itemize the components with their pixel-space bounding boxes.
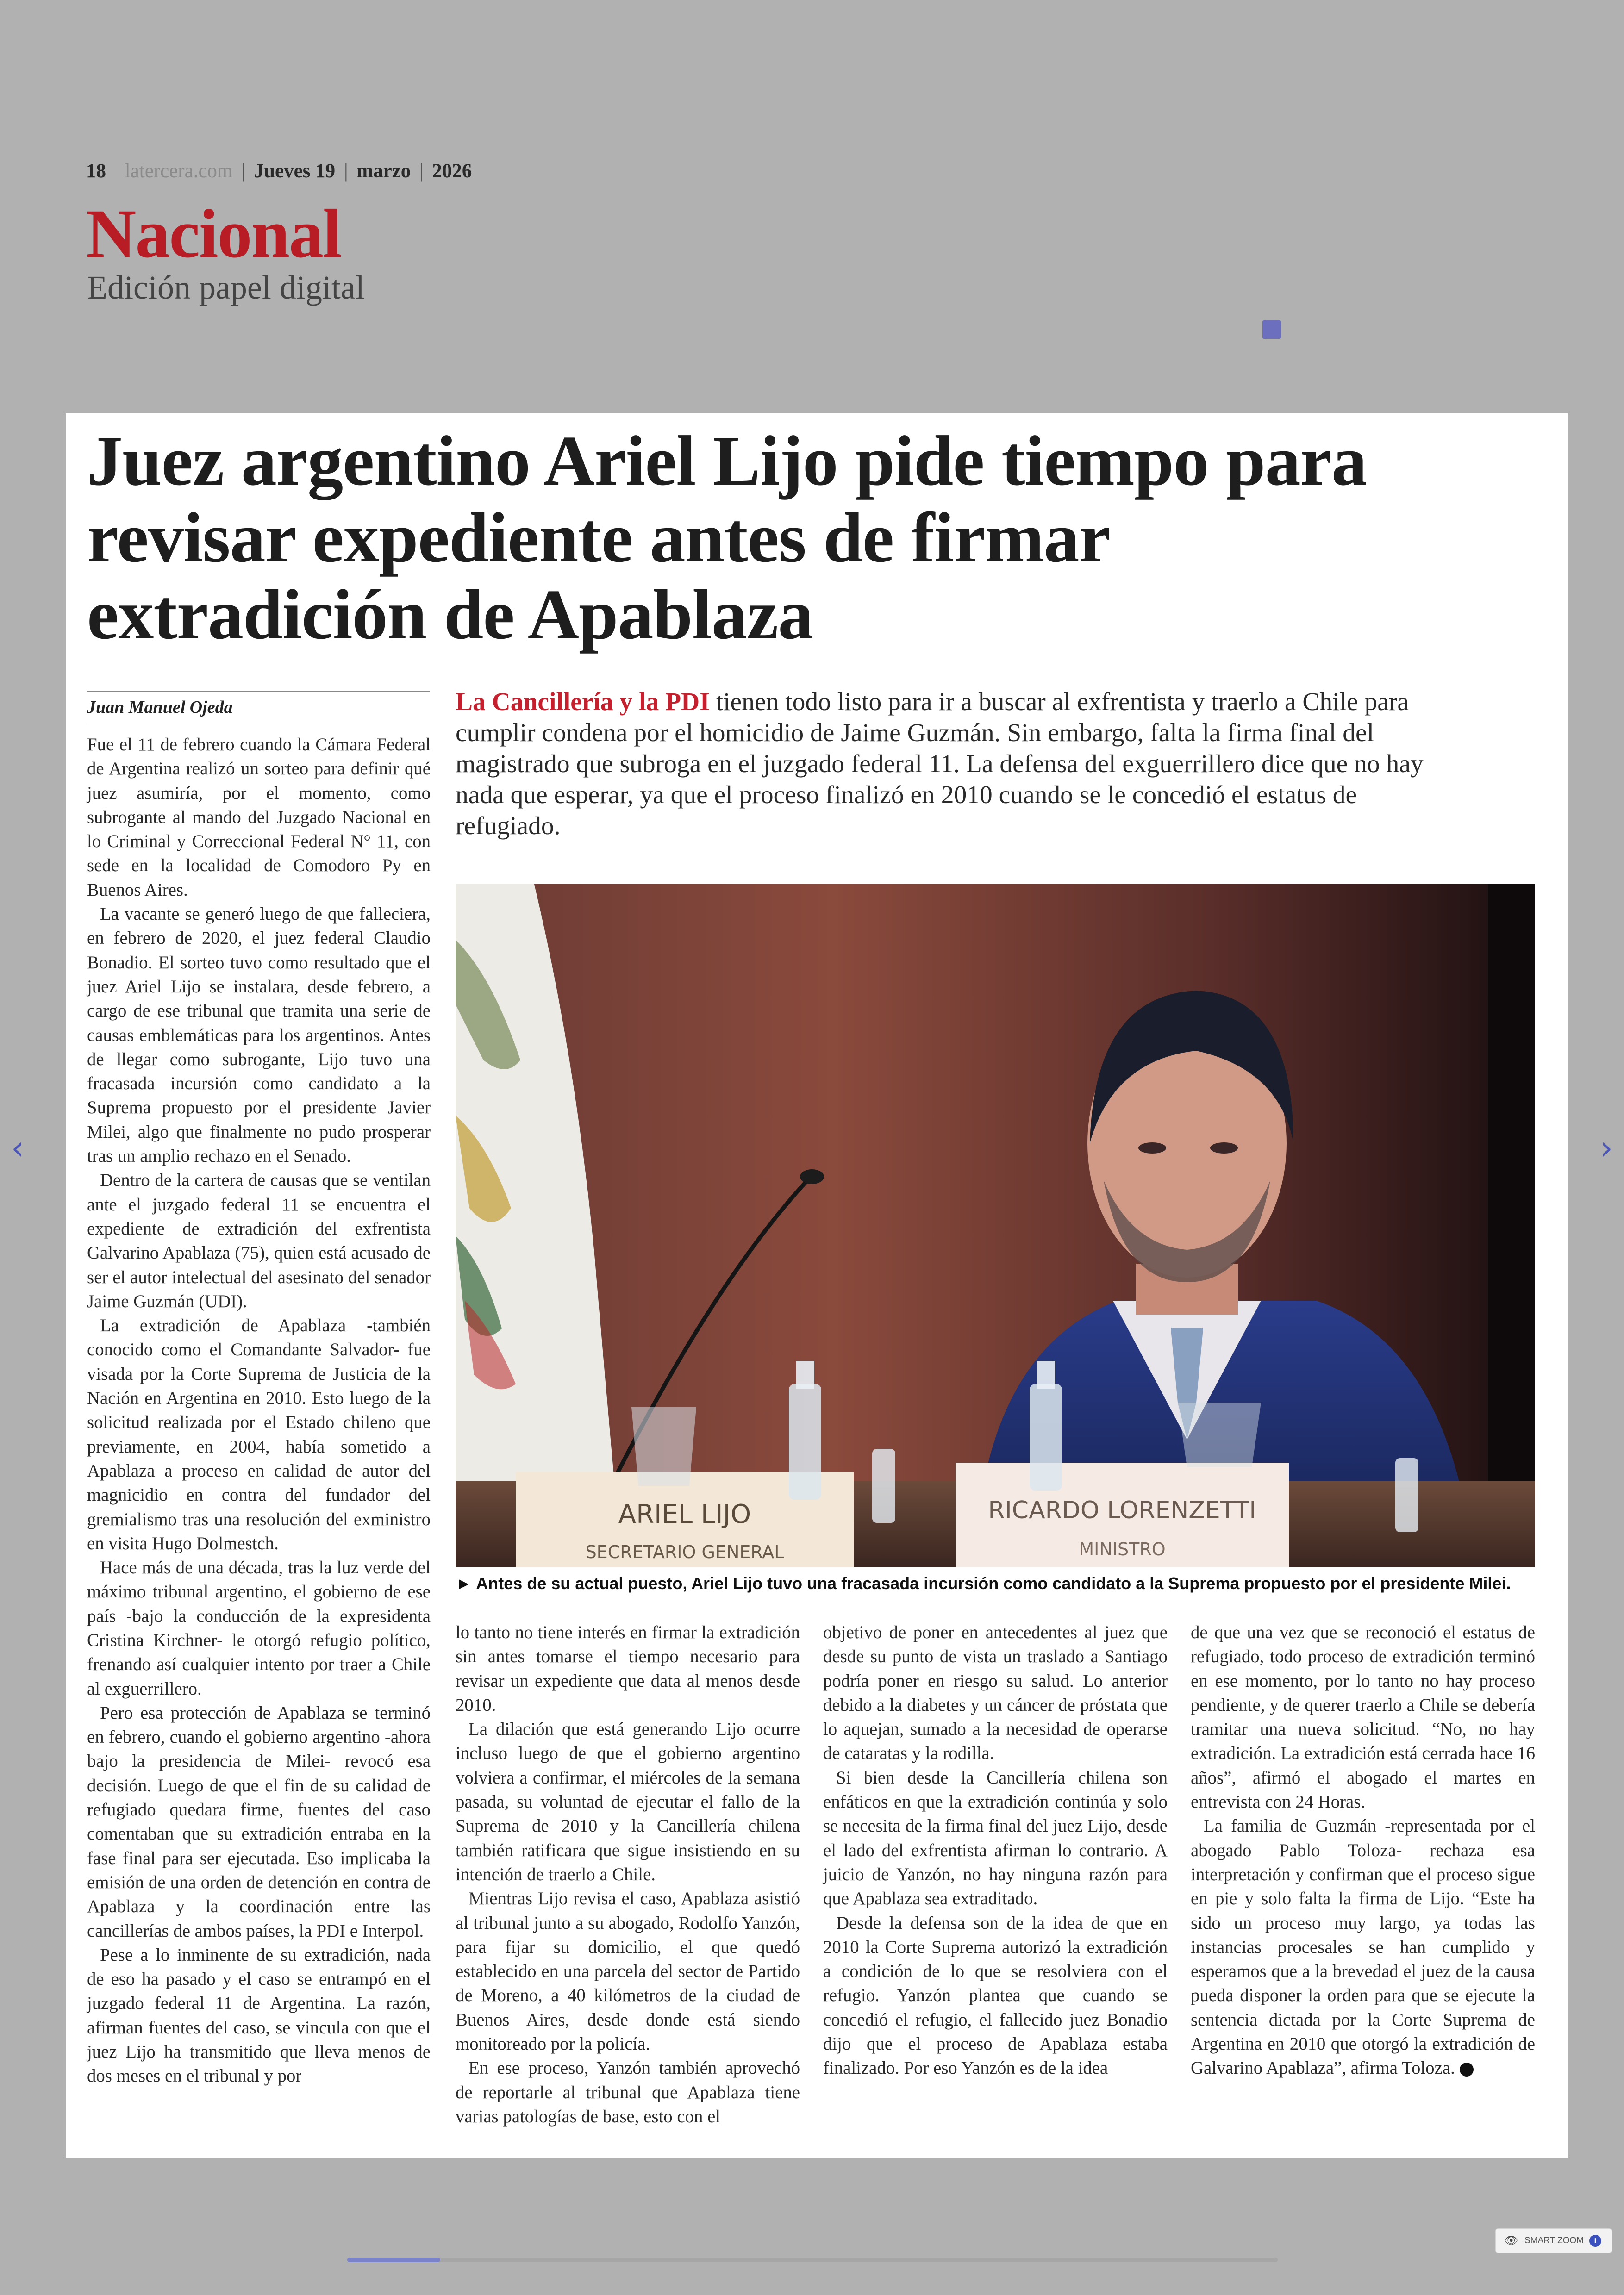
paragraph: Fue el 11 de febrero cuando la Cámara Federal de Argentina realizó un sorteo para definir qué juez asumiría, por el momento, como subrogante al mando del Juzgado Nacional en lo Criminal y Correccional Federal N° 11, con sede en la localidad de Comodoro Py en Buenos Aires. bbox=[87, 735, 431, 900]
smart-zoom-button[interactable] bbox=[1495, 2228, 1612, 2253]
paragraph: La vacante se generó luego de que falleciera, en febrero de 2020, el juez federal Claudio Bonadio. El sorteo tuvo como resultado que el juez Ariel Lijo se instalara, desde febrero, a cargo de ese tribunal que tramita una serie de causas emblemáticas para los argentinos. Antes de llegar como subrogante, Lijo tuvo una fracasada incursión como candidato a la Suprema propuesto por el presidente Javier Milei, algo que finalmente no pudo prosperar tras un amplio rechazo en el Senado. bbox=[87, 904, 431, 1166]
chevron-right-icon[interactable]: › bbox=[1600, 1129, 1613, 1167]
article-column-3 bbox=[823, 1621, 1168, 2081]
page-progress-fill bbox=[347, 2258, 440, 2262]
nameplate-role-left: SECRETARIO GENERAL bbox=[585, 1542, 784, 1562]
photo-caption: ► Antes de su actual puesto, Ariel Lijo tuvo una fracasada incursión como candidato a la Suprema propuesto por el presidente Milei. bbox=[456, 1574, 1511, 1593]
paragraph: lo tanto no tiene interés en firmar la extradición sin antes tomarse el tiempo necesario para revisar un expediente que data al menos desde 2010. bbox=[456, 1622, 800, 1715]
date-weekday-day: Jueves 19 bbox=[254, 160, 336, 182]
page-progress-bar[interactable] bbox=[347, 2258, 1278, 2262]
date-month: marzo bbox=[356, 160, 411, 182]
paragraph: objetivo de poner en antecedentes al juez que desde su punto de vista un traslado a Santiago podría poner en riesgo su salud. Lo anterior debido a la diabetes y un cáncer de próstata que lo aquejan, sumado a la necesidad de operarse de cataratas y la rodilla. bbox=[823, 1622, 1168, 1764]
paragraph: Dentro de la cartera de causas que se ventilan ante el juzgado federal 11 se encuentra el expediente de extradición del exfrentista Galvarino Apablaza (75), quien está acusado de ser el autor intelectual del asesinato del senador Jaime Guzmán (UDI). bbox=[87, 1170, 431, 1311]
paragraph: Desde la defensa son de la idea de que en 2010 la Corte Suprema autorizó la extradición a condición de lo que se resolviera con el refugio. Yanzón plantea que cuando se concedió el refugio, el fallecido juez Bonadio dijo que el proceso de Apablaza estaba finalizado. Por eso Yanzón es de la idea bbox=[823, 1913, 1168, 2078]
info-icon[interactable]: i bbox=[1589, 2235, 1601, 2247]
article-lede bbox=[456, 686, 1446, 842]
paragraph: Si bien desde la Cancillería chilena son enfáticos en que la extradición continúa y solo se necesita de la firma final del juez Lijo, desde el lado del exfrentista afirman lo contrario. A juicio de Yanzón, no hay ninguna razón para que Apablaza sea extraditado. bbox=[823, 1767, 1168, 1909]
paragraph bbox=[1191, 1814, 1535, 2080]
chevron-left-icon[interactable]: ‹ bbox=[11, 1129, 24, 1167]
paragraph: Pero esa protección de Apablaza se terminó en febrero, cuando el gobierno argentino -ahora bajo la presidencia de Milei- revocó esa decisión. Luego de que el fin de su calidad de refugiado quedara firme, fuentes del caso comentaban que su extradición entraba en la fase final para ser ejecutada. Eso implicaba la emisión de una orden de detención en contra de Apablaza y la coordinación entre las cancillerías de ambos países, la PDI e Interpol. bbox=[87, 1703, 431, 1941]
byline: Juan Manuel Ojeda bbox=[87, 691, 430, 717]
separator: | bbox=[419, 160, 424, 182]
paragraph-text: La familia de Guzmán -representada por el abogado Pablo Toloza- rechaza esa interpretación y confirman que el proceso sigue en pie y solo falta la firma de Lijo. “Este ha sido un proceso muy largo, ya todas las instancias procesales se han cumplido y esperamos que a la brevedad el juez de la causa pueda disponer la orden para que se ejecute la sentencia dictada por la Corte Suprema de Argentina en 2010 que otorgó la extradición de Galvarino Apablaza”, afirma Toloza. bbox=[1191, 1816, 1535, 2078]
paragraph: La extradición de Apablaza -también conocido como el Comandante Salvador- fue visada por la Corte Suprema de Justicia de la Nación en Argentina en 2010. Esto luego de la solicitud realizada por el Estado chileno que previamente, en 2004, había sometido a Apablaza a proceso en calidad de autor del magnicidio en contra del fundador del gremialismo tras una resolución del exministro en visita Hugo Dolmestch. bbox=[87, 1316, 431, 1553]
separator: | bbox=[241, 160, 245, 182]
section-subtitle: Edición papel digital bbox=[87, 269, 365, 306]
page-number: 18 bbox=[86, 160, 106, 182]
article-page bbox=[66, 413, 1568, 2158]
article-headline: Juez argentino Ariel Lijo pide tiempo para revisar expediente antes de firmar extradición de Apablaza bbox=[87, 422, 1367, 654]
separator: | bbox=[344, 160, 348, 182]
article-column-1 bbox=[87, 733, 431, 2089]
nameplate-role-right: MINISTRO bbox=[1079, 1539, 1166, 1559]
paragraph: de que una vez que se reconoció el estatus de refugiado, todo proceso de extradición terminó en ese momento, por lo tanto no hay proceso pendiente, y de querer traerlo a Chile se debería tramitar una nueva solicitud. “No, no hay extradición. La extradición está cerrada hace 16 años”, afirmó el abogado el martes en entrevista con 24 Horas. bbox=[1191, 1622, 1535, 1812]
paragraph: Mientras Lijo revisa el caso, Apablaza asistió al tribunal junto a su abogado, Rodolfo Yanzón, para fijar su domicilio, el que quedó establecido en una parcela del sector de Partido de Moreno, a 40 kilómetros de la ciudad de Buenos Aires, desde donde está siendo monitoreado por la policía. bbox=[456, 1889, 800, 2054]
section-title: Nacional bbox=[86, 195, 341, 272]
article-column-2 bbox=[456, 1621, 800, 2129]
paragraph: En ese proceso, Yanzón también aprovechó de reportarle al tribunal que Apablaza tiene varias patologías de base, esto con el bbox=[456, 2058, 800, 2127]
end-mark-icon bbox=[1460, 2063, 1474, 2077]
nameplate-name-left: ARIEL LIJO bbox=[618, 1499, 751, 1529]
article-photo bbox=[456, 884, 1535, 1567]
paragraph: Pese a lo inminente de su extradición, nada de eso ha pasado y el caso se entrampó en el juzgado federal 11 de Argentina. La razón, afirman fuentes del caso, se vincula con que el juez Lijo ha transmitido que lleva menos de dos meses en el tribunal y por bbox=[87, 1945, 431, 2086]
lede-kicker: La Cancillería y la PDI bbox=[456, 688, 710, 716]
eye-icon: 👁 bbox=[1504, 2234, 1518, 2247]
date-year: 2026 bbox=[432, 160, 472, 182]
masthead bbox=[86, 160, 472, 182]
edition-marker-icon[interactable] bbox=[1262, 320, 1281, 339]
paragraph: Hace más de una década, tras la luz verde del máximo tribunal argentino, el gobierno de ese país -bajo la conducción de la expresidenta Cristina Kirchner- le otorgó refugio político, frenando así cualquier intento por traer a Chile al exguerrillero. bbox=[87, 1558, 431, 1699]
site-name: latercera.com bbox=[125, 160, 233, 182]
nameplate-name-right: RICARDO LORENZETTI bbox=[988, 1497, 1256, 1524]
article-column-4 bbox=[1191, 1621, 1535, 2081]
paragraph: La dilación que está generando Lijo ocurre incluso luego de que el gobierno argentino volviera a confirmar, el miércoles de la semana pasada, su voluntad de ejecutar el fallo de la Suprema de 2010 y la Cancillería chilena también ratificara que sigue insistiendo en su intención de traerlo a Chile. bbox=[456, 1719, 800, 1884]
lede-text: tienen todo listo para ir a buscar al exfrentista y traerlo a Chile para cumplir condena por el homicidio de Jaime Guzmán. Sin embargo, falta la firma final del magistrado que subroga en el juzgado federal 11. La defensa del exguerrillero dice que no hay nada que esperar, ya que el proceso finalizó en 2010 cuando se le concedió el estatus de refugiado. bbox=[456, 688, 1424, 840]
smart-zoom-label: SMART ZOOM bbox=[1524, 2236, 1584, 2245]
